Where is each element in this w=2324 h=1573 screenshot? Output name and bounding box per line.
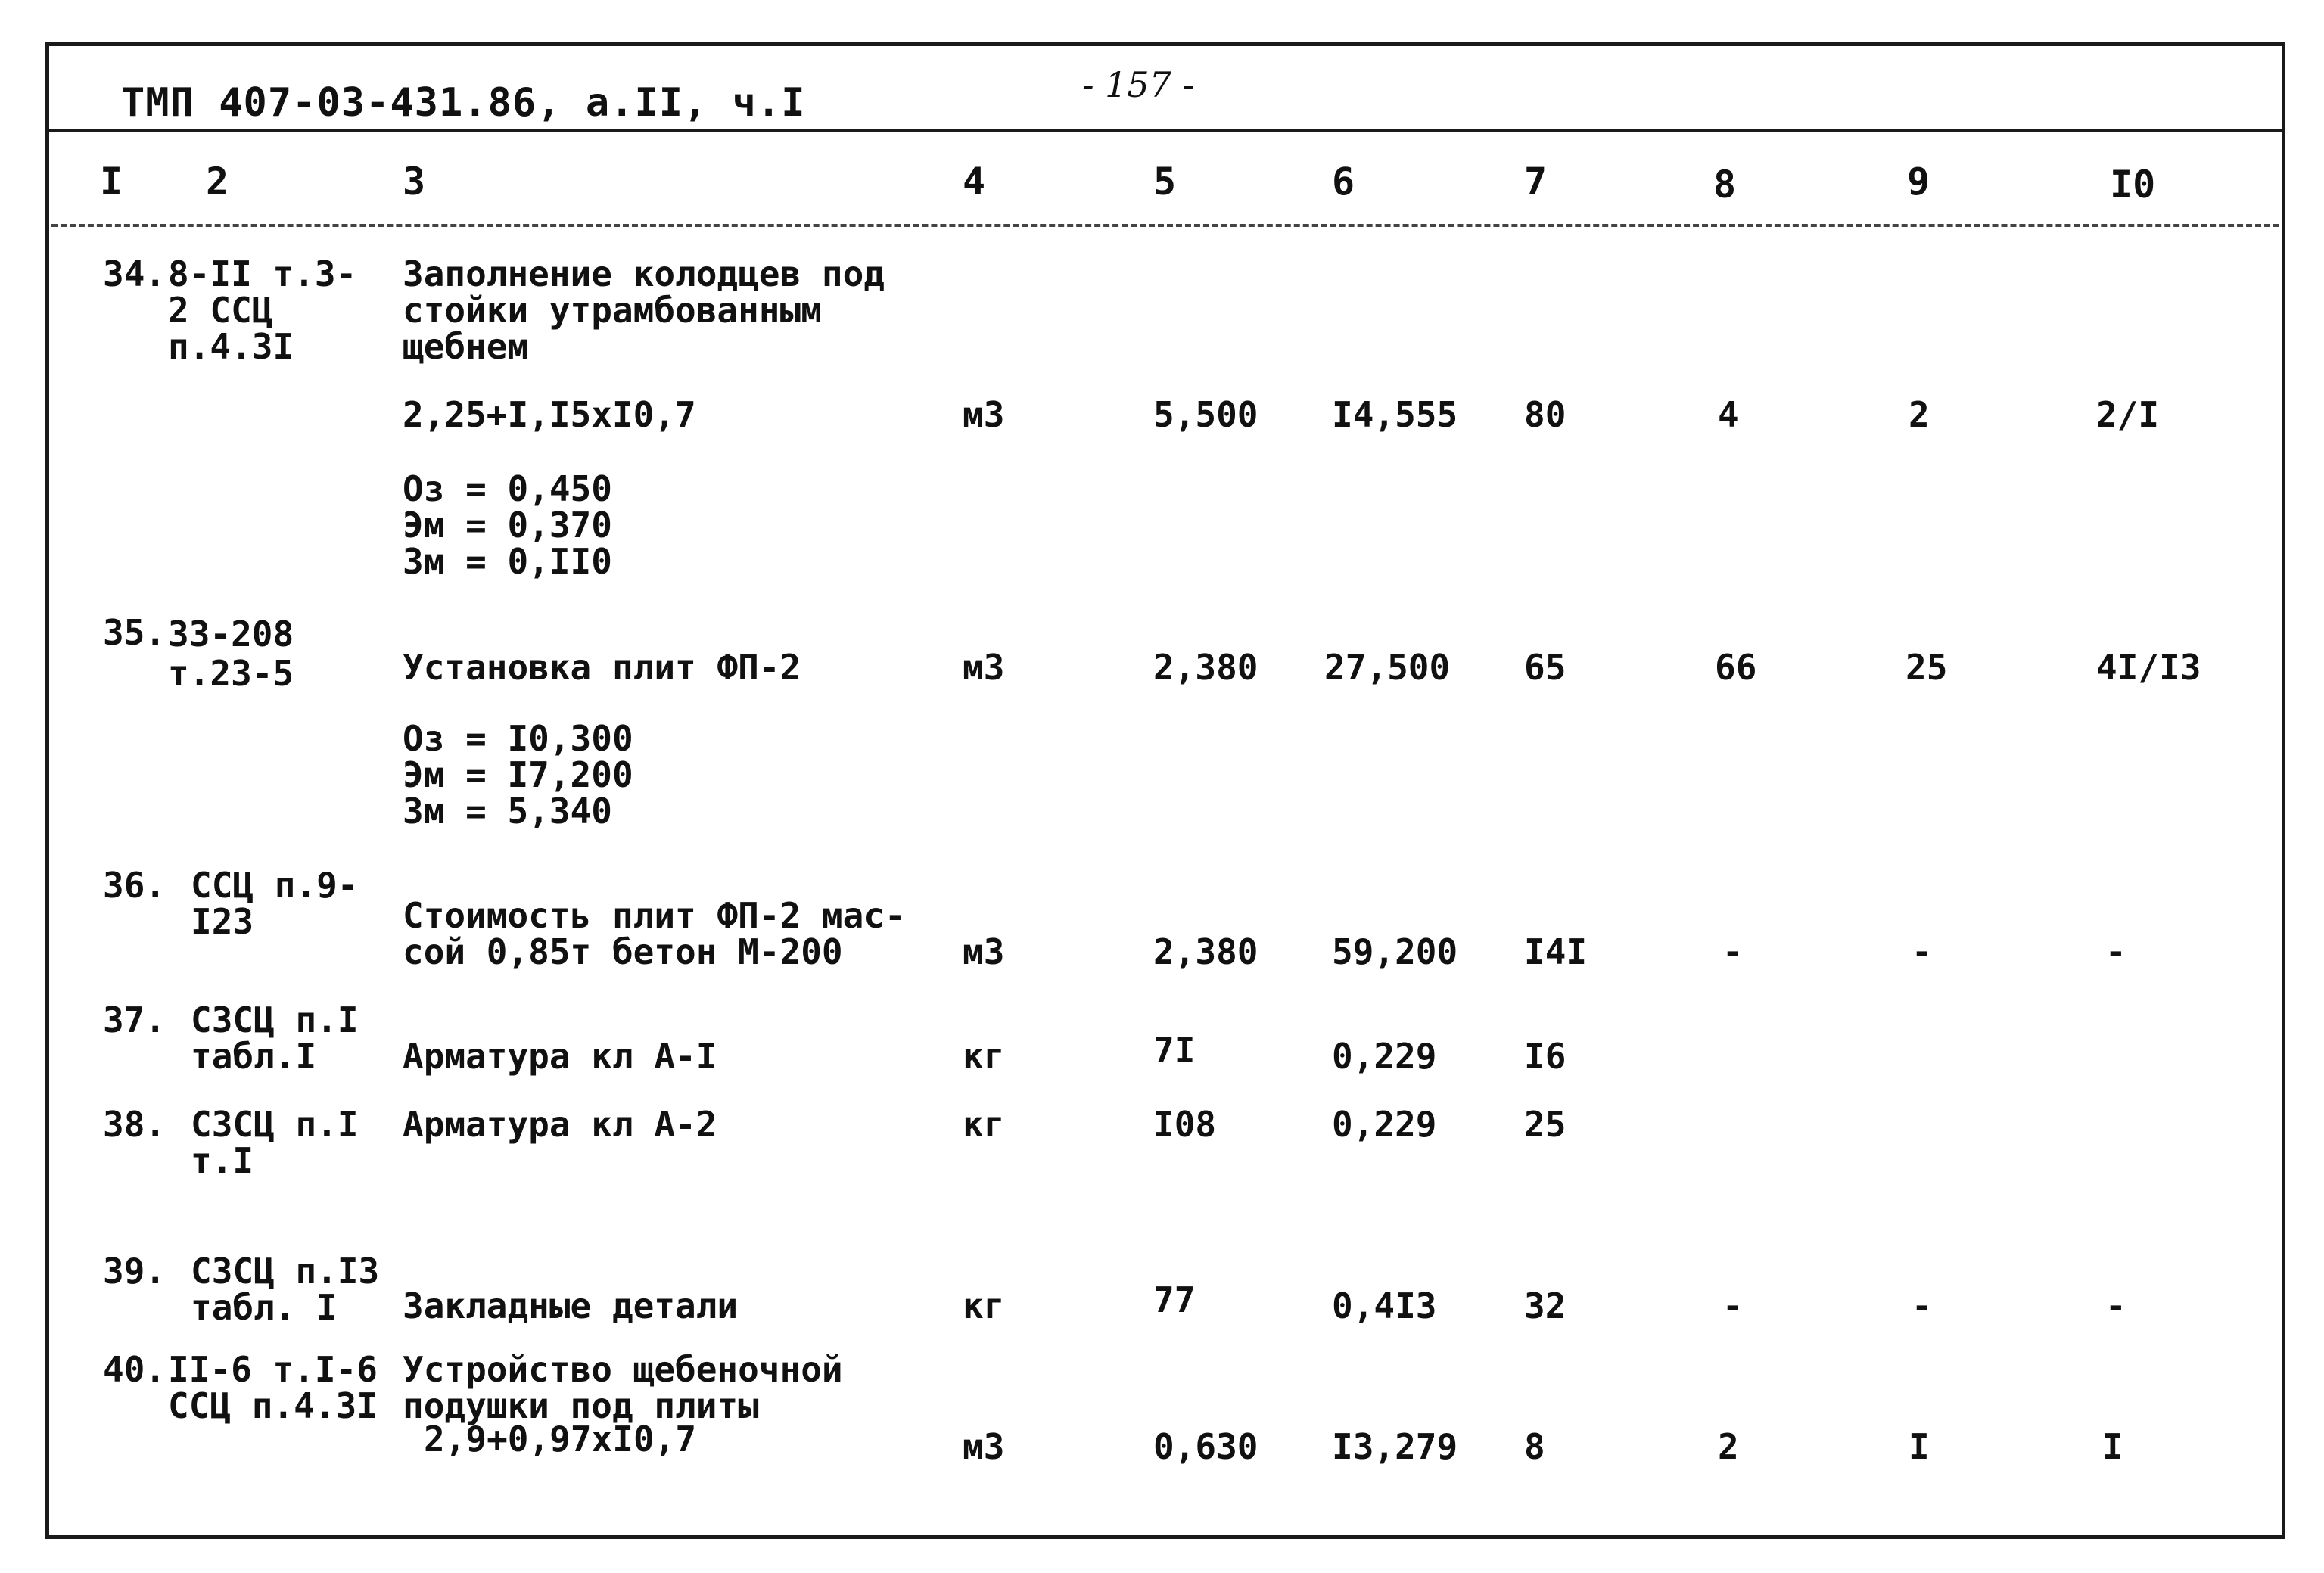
column-header-4: 4 (963, 160, 986, 204)
row-36-price: 59,200 (1332, 931, 1458, 972)
row-39-total: 32 (1524, 1285, 1566, 1326)
row-36-quantity: 2,380 (1153, 931, 1258, 972)
row-38-unit: кг (963, 1104, 1005, 1145)
row-36-total: I4I (1524, 931, 1588, 972)
row-34-calculation: 2,25+I,I5хI0,7 (403, 394, 696, 435)
row-35-col9: 25 (1906, 647, 1948, 688)
row-34-notes: Оз = 0,450 Эм = 0,370 Зм = 0,II0 (403, 468, 612, 582)
row-39-unit: кг (963, 1285, 1005, 1326)
row-36-col10: - (2105, 931, 2126, 972)
row-37-quantity: 7I (1153, 1030, 1196, 1071)
row-40-reference: II-6 т.I-6 ССЦ п.4.3I (168, 1349, 378, 1426)
row-34-number: 34. (103, 253, 166, 294)
row-39-col8: - (1722, 1285, 1744, 1326)
column-header-1: I (100, 160, 123, 204)
row-39-reference: СЗСЦ п.I3 табл. I (191, 1251, 380, 1328)
row-36-description: Стоимость плит ФП-2 мас- сой 0,85т бетон М-200 (403, 895, 906, 972)
row-36-col8: - (1722, 931, 1744, 972)
row-39-col9: - (1912, 1285, 1933, 1326)
row-40-total: 8 (1524, 1426, 1545, 1467)
row-35-quantity: 2,380 (1153, 647, 1258, 688)
row-37-description: Арматура кл А-I (403, 1036, 717, 1077)
row-36-number: 36. (103, 865, 166, 906)
row-40-calculation: 2,9+0,97хI0,7 (424, 1419, 697, 1460)
row-35-unit: м3 (963, 647, 1005, 688)
row-34-total: 80 (1524, 394, 1566, 435)
row-39-number: 39. (103, 1251, 166, 1292)
row-34-col9: 2 (1909, 394, 1930, 435)
column-header-3: 3 (403, 160, 426, 204)
column-header-5: 5 (1153, 160, 1177, 204)
row-35-notes: Оз = I0,300 Эм = I7,200 Зм = 5,340 (403, 718, 633, 832)
row-40-col10: I (2102, 1426, 2123, 1467)
row-38-price: 0,229 (1332, 1104, 1437, 1145)
row-40-description: Устройство щебеночной подушки под плиты (403, 1349, 843, 1426)
row-34-price: I4,555 (1332, 394, 1458, 435)
column-header-7: 7 (1524, 160, 1548, 204)
row-37-unit: кг (963, 1036, 1005, 1077)
row-36-col9: - (1912, 931, 1933, 972)
row-37-price: 0,229 (1332, 1036, 1437, 1077)
row-38-description: Арматура кл А-2 (403, 1104, 717, 1145)
row-40-col8: 2 (1718, 1426, 1739, 1467)
row-34-description: Заполнение колодцев под стойки утрамбованным щебнем (403, 253, 885, 367)
row-38-reference: СЗСЦ п.I т.I (191, 1104, 359, 1181)
row-34-unit: м3 (963, 394, 1005, 435)
row-38-number: 38. (103, 1104, 166, 1145)
row-34-col10: 2/I (2096, 394, 2160, 435)
row-38-total: 25 (1524, 1104, 1566, 1145)
row-35-description: Установка плит ФП-2 (403, 647, 801, 688)
row-34-quantity: 5,500 (1153, 394, 1258, 435)
row-36-reference: ССЦ п.9- I23 (191, 865, 359, 942)
column-header-9: 9 (1907, 160, 1930, 204)
row-35-col10: 4I/I3 (2096, 647, 2201, 688)
row-40-quantity: 0,630 (1153, 1426, 1258, 1467)
column-header-10: I0 (2110, 163, 2156, 207)
row-40-col9: I (1909, 1426, 1930, 1467)
row-39-col10: - (2105, 1285, 2126, 1326)
row-36-unit: м3 (963, 931, 1005, 972)
row-34-reference: 8-II т.3- 2 ССЦ п.4.3I (168, 253, 357, 367)
row-35-col8: 66 (1715, 647, 1757, 688)
row-37-number: 37. (103, 999, 166, 1040)
row-35-reference: 33-208 т.23-5 (168, 614, 294, 694)
row-40-number: 40. (103, 1349, 166, 1390)
row-37-reference: СЗСЦ п.I табл.I (191, 999, 359, 1077)
header-divider (45, 129, 2285, 132)
column-header-8: 8 (1713, 163, 1737, 207)
column-header-6: 6 (1332, 160, 1355, 204)
row-35-number: 35. (103, 612, 166, 653)
row-39-quantity: 77 (1153, 1279, 1196, 1320)
row-37-total: I6 (1524, 1036, 1566, 1077)
column-header-divider (51, 224, 2279, 227)
row-39-description: Закладные детали (403, 1285, 739, 1326)
row-40-price: I3,279 (1332, 1426, 1458, 1467)
row-38-quantity: I08 (1153, 1104, 1217, 1145)
row-35-total: 65 (1524, 647, 1566, 688)
row-35-price: 27,500 (1324, 647, 1451, 688)
row-34-col8: 4 (1718, 394, 1739, 435)
page-number: - 157 - (1082, 64, 1195, 105)
column-header-2: 2 (206, 160, 229, 204)
document-code: ТМП 407-03-431.86, а.II, ч.I (121, 80, 806, 126)
row-39-price: 0,4I3 (1332, 1285, 1437, 1326)
row-40-unit: м3 (963, 1426, 1005, 1467)
